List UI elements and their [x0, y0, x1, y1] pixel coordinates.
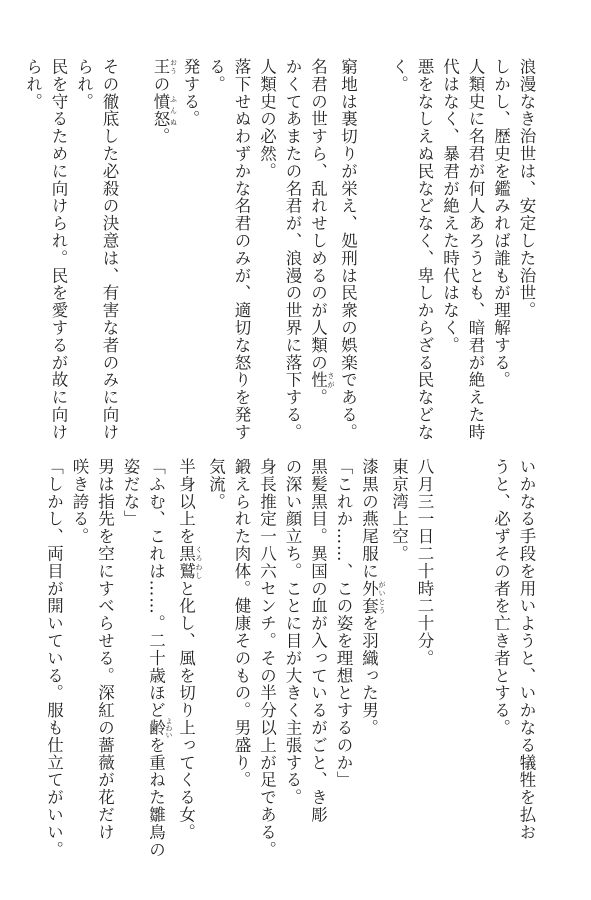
- text-line: 王 おうの憤怒 ふんぬ。: [151, 58, 178, 146]
- text-line: 「これか……、この姿を理想とするのか」: [334, 458, 353, 789]
- text-line: うと、必ずその者を亡き者とする。: [491, 458, 511, 737]
- text-line: いかなる手段を用いようと、いかなる犠牲を払お: [517, 458, 536, 841]
- ruby-reading: がいとう: [378, 579, 386, 615]
- text-line: 男は指先を空にすべらせる。深紅の薔薇が花だけ: [95, 458, 115, 841]
- text-line: 「しかし、両目が開いている。服も仕立てがいい。: [44, 458, 64, 859]
- text-line: [437, 458, 463, 842]
- text-line: その徹底した必殺の決意は、有害な者のみに向け: [100, 58, 119, 441]
- ruby-reading: さが: [327, 371, 335, 389]
- text-line: る。: [206, 58, 226, 93]
- ruby-word: 黒鷲 くろわし: [176, 545, 203, 580]
- ruby-reading: おう: [169, 58, 178, 76]
- text-line: 人類史に名君が何人あろうとも、暗君が絶えた時: [466, 58, 485, 441]
- text-line: 浪漫なき治世は、安定した治世。: [517, 58, 536, 319]
- text-line: 気流。: [206, 458, 226, 511]
- text-line: く。: [389, 58, 409, 93]
- text-line: 名君の世すら、乱れせしめるのが人類の性 さが。: [308, 58, 335, 407]
- text-line: 「ふむ、これは……。二十歳ほど齢 よわいを重ねた雛鳥の: [146, 458, 173, 859]
- text-line: 咲き誇る。: [70, 458, 89, 545]
- text-line: 窮地は裏切りが栄え、処刑は民衆の娯楽である。: [338, 58, 358, 441]
- text-line: [361, 58, 387, 442]
- ruby-word: 王 おう: [151, 58, 178, 76]
- text-line: [463, 458, 489, 842]
- text-line: 落下せぬわずかな名君のみが、適切な怒りを発す: [232, 58, 251, 441]
- text-block-upper: [20, 58, 539, 442]
- text-block-lower: [41, 458, 539, 859]
- text-line: 身長推定一八六センチ。その半分以上が足である。: [257, 458, 277, 859]
- text-line: 発する。: [181, 58, 200, 128]
- text-line: 八月三一日二十時二十分。: [415, 458, 434, 667]
- text-line: られ。: [74, 58, 94, 111]
- text-line: 半身以上を黒鷲 くろわしと化し、風を切り上ってくる女。: [176, 458, 203, 841]
- text-line: 人類史の必然。: [257, 58, 277, 180]
- text-line: 東京湾上空。: [389, 458, 409, 563]
- text-line: 鍛えられた肉体。健康そのもの。男盛り。: [232, 458, 251, 789]
- text-line: 姿だな」: [121, 458, 140, 528]
- ruby-word: 憤怒 ふんぬ: [151, 92, 178, 128]
- text-line: かくてあまたの名君が、浪漫の世界に落下する。: [283, 58, 302, 441]
- text-line: 黒髪黒目。異国の血が入っているがごと、き彫: [308, 458, 328, 824]
- text-line: 代はなく、暴君が絶えた時代はなく。: [440, 58, 460, 354]
- text-line: しかし、歴史を鑑みれば誰もが理解する。: [491, 58, 511, 389]
- ruby-word: 性 さが: [308, 371, 335, 389]
- ruby-word: 齢 よわい: [146, 717, 173, 739]
- text-line: の深い顔立ち。ことに目が大きく主張する。: [283, 458, 302, 806]
- text-line: 漆黒の燕尾服に外套 がいとうを羽織った男。: [359, 458, 386, 737]
- ruby-word: 外套 がいとう: [359, 579, 386, 615]
- ruby-reading: くろわし: [195, 545, 203, 580]
- text-line: 民を守るために向けられ。民を愛するが故に向け: [49, 58, 68, 441]
- ruby-reading: ふんぬ: [169, 92, 178, 128]
- text-line: 悪をなしえぬ民などなく、卑しからざる民などな: [415, 58, 434, 441]
- text-line: [122, 58, 148, 442]
- ruby-reading: よわい: [165, 717, 173, 739]
- text-line: られ。: [23, 58, 43, 111]
